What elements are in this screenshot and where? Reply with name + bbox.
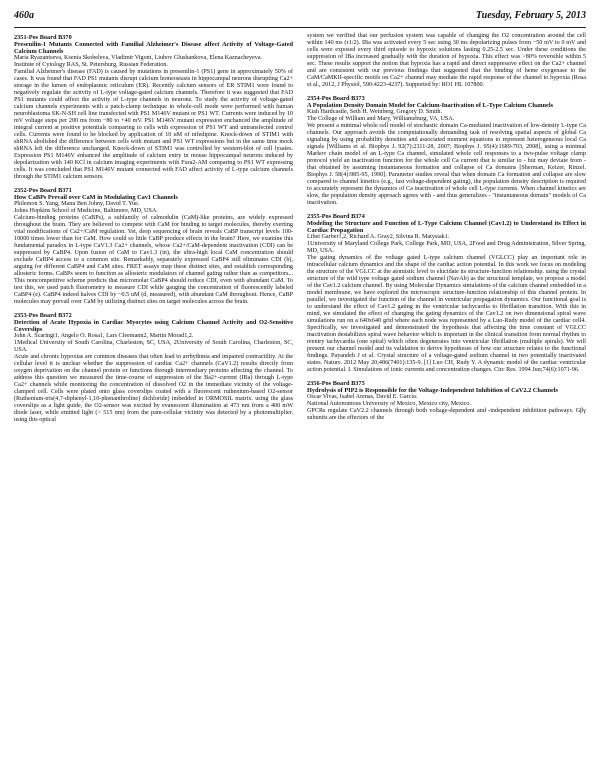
abstract-affiliation: Institute of Cytology RAS, St. Petersburg, Russian Federation.	[14, 62, 168, 68]
abstract-id: 2353-Pos Board B372	[14, 312, 72, 319]
right-column	[307, 33, 586, 430]
abstract-id: 2355-Pos Board B374	[307, 213, 365, 220]
abstract-body: Familial Alzheimer's disease (FAD) is caused by mutations in presenilin-1 (PS1) gene in approximately 50% of cases. It was found that FAD PS1 mutants disrupt calcium homeostasis in hippocampal neurons disrupting Ca2+ storage in the lumen of endoplasmic reticulum (ER). Recently calcium sensors of ER STIM1 were found to negatively regulate the activity of L-type voltage-gated calcium channels. Therefore it was suggested that FAD PS1 mutants could affect the activity of L-type channels in neurons. To study the activity of voltage-gated calcium channels experiments with a patch-clamp technique in whole-cell mode were performed with human neuroblastoma SK-N-SH cell line transfected with PS1 M146V mutant or PS1 WT. Currents were induced by 10 mV voltage steps per 200 ms from −80 to +40 mV. PS1 M146V mutant expression enchanced the amplitude of integral current at positive potentials comparing to cells with expression of PS1 WT and untransfected control cells. Currents were found to be blocked by application of 10 uM of nifedipine. Knock-down of STIM1 with shRNA abolished the difference between cells with mutant and PS1 WT expressions but in the same time mock shRNA left the difference unchanged. Knock-down of STIM1 was controlled by western-blot of cell lysates. Expression PS1 M146V enhanced the amplitude of calcium entry in mouse hippocampal neurons induced by depolarization with 140 KCl in calcium imaging experiments with Fura2-AM comparing to PS1 WT expressing cells. It was concluded that PS1 M146V mutant connected with FAD affect activity of L-type calcium channels through the STIM1 calcium sensors.	[14, 69, 293, 180]
abstract-body: GPCRs regulate CaV2.2 channels through both voltage-dependent and -independent inhibition pathways. Gβγ subunits are the effectors of the	[307, 408, 586, 421]
abstract-id: 2356-Pos Board B375	[307, 380, 365, 387]
abstract-title: Hydrolysis of PIP2 is Responsible for the Voltage-Independent Inhibition of CaV2.2 Channels	[307, 387, 558, 394]
abstract-id: 2351-Pos Board B370	[14, 34, 72, 41]
left-column	[14, 33, 293, 430]
abstract-authors: Oscar Vivas, Isabel Arenas, David E. García.	[307, 394, 418, 400]
abstract-id: 2354-Pos Board B373	[307, 95, 365, 102]
abstract-affiliation: 1University of Maryland College Park, College Park, MD, USA, 2Food and Drug Administration, Silver Spring, MD, USA.	[307, 241, 586, 254]
abstract-affiliation: 1Medical University of South Carolina, Charleston, SC, USA, 2University of South Carolina, Charleston, SC, USA.	[14, 340, 293, 353]
abstract-title: A Population Density Domain Model for Calcium-Inactivation of L-Type Calcium Channels	[307, 102, 554, 109]
abstract-authors: Kiah Hardcastle, Seth H. Weinberg, Gregory D. Smith.	[307, 109, 443, 115]
page-number: 460a	[14, 10, 34, 21]
abstract-title: Modeling the Structure and Function of L-Type Calcium Channel (Cav1.2) to Understand its Effect in Cardiac Propagation	[307, 220, 586, 234]
abstract	[14, 312, 293, 424]
abstract-title: Presenilin-1 Mutants Connected with Familial Alzheimer's Disease affect Activity of Voltage-Gated Calcium Channels	[14, 41, 293, 55]
abstract	[14, 187, 293, 306]
page-header	[14, 10, 586, 25]
abstract-authors: John A. Scaringi1, Angelo O. Rosa1, Lars Cleemann2, Martin Morad1,2.	[14, 333, 194, 339]
abstract	[307, 95, 586, 207]
abstract	[307, 213, 586, 374]
abstract-id: 2352-Pos Board B371	[14, 187, 72, 194]
abstract-authors: Libet Garber1,2, Richard A. Gray2, Silvina R. Matysiak1.	[307, 234, 450, 240]
issue-date: Tuesday, February 5, 2013	[475, 10, 586, 21]
abstract-body: The gating dynamics of the voltage gated L-type calcium channel (VGLCC) play an important role in intracellular calcium dynamics and the shape of the cardiac action potential. In this work we focus on modeling the structure of the VGLCC at the atomistic level to elucidate its structure-function relationship. using the crystal structure of the wild type voltage gated sodium channel (NavAb) as the structural template, we propose a model of the Cav1.2 calcium channel. By using Molecular Dynamics simulations of the calcium channel embedded in a model membrane, we have explored the microscopic structure-function relationship of this channel protein. In parallel, we investigated the function of the channel in ventricular propagation dynamics. Our functional goal is to understand the effect of Cav1.2 gating in the ventricular tachycardia to fibrillation transition. With this in mind, we simulated the effect of changing the gating dynamics of the Cav1.2 on two dimensional spiral wave simulations run on a 640x640 grid where each node was represented by a Luo-Rudy model of the cardiac cell4. Specifically, we investigated and demonstrated the hypothesis that affecting the time constant of VGLCC inactivation destabilizes spiral wave behavior which is important in the clinical transition from normal rhythm to reentry tachycardia (one spiral) which often degenerates into ventricular fibrillation (multiple spirals). We will present our channel model and its validation to derive hypotheses of how our structure relates to the functional findings. Payandeh J et al. Crystal structure of a voltage-gated sodium channel in two potentially inactivated states. Nature. 2012 May 20;486(7401):135-9. [1] Luo CH, Rudy Y. A dynamic model of the cardiac ventricular action potential. I. Simulations of ionic currents and concentration changes. Circ Res. 1994 Jun;74(6):1071-96.	[307, 255, 586, 373]
abstract-authors: Maria Ryazantseva, Ksenia Skobeleva, Vladimir Vigont, Liubov Glushankova, Elena Kaznacheyeva.	[14, 55, 263, 61]
abstract-body: We present a minimal whole cell model of stochastic domain Ca-mediated inactivation of low-density L-type Ca channels. Our approach avoids the computationally demanding task of resolving spatial aspects of global Ca signaling by using probability densities and associated moment equations to represent heterogeneous local Ca signals [Williams et al. Biophys J. 92(7):2311-28, 2007; Biophys J. 95(4):1689-703, 2008], using a minimal Markov chain model of an L-type Ca channel, simulated whole cell responses to a two-pulse voltage clamp protocol yield an inactivation function for the whole cell Ca current that is similar to - but may deviate from - that obtained by assuming instantaneous formation and collapse of Ca domains [Sherman, Keizer, Rinzel. Biophys J. 58(4):985-95, 1990]. Parameter studies reveal that when domain Ca formation and collapse are slow compared to channel kinetics (e.g., fast voltage-dependent gating), the population density description is required to accurately represent the dynamics of Ca inactivation of whole cell L-type currents. When channel kinetics are slow, the population density approach agrees with - and thus generalizes - "instantaneous domain" models of Ca inactivation.	[307, 123, 586, 206]
abstract-authors: Philemon S. Yang, Manu Ben Johny, David T. Yue.	[14, 201, 140, 207]
abstract-body: system we verified that our perfusion system was capable of changing the O2 concentration around the cell within 140 ms (τ1/2). IBa was activated every 5 sec using 30 ms depolarizing pulses from −50 mV to 0 mV and cells were exposed every third episode to hypoxic solutions lasting 0.25-2.5 sec. Under these conditions the suppression of IBa increased gradually with the duration of hypoxia. This effect was >80% reversible within 5 sec. These results support the notion that hypoxia has a rapid and direct suppressive effect on the Ca2+ channel and are consistent with our previous findings that suggested that the binding of heme oxygenase to the CaM/CaMKII-specific motifs on Ca2+ channel may mediate the rapid response of the channel to hypoxia (Rosa et al., 2012, J Physiol, 590:4223-4237). Supported by: RO1 HL 107800.	[307, 33, 586, 88]
abstract-continuation	[307, 33, 586, 89]
abstract-body: Acute and chronic hypoxias are common diseases that often lead to arrhythmia and impaired contractility. At the cellular level it is unclear whether the suppression of cardiac Ca2+ channels (CaV1.2) results directly from oxygen deprivation on the channel protein or functions through intermediary proteins affecting the channel. To address this question we measured the time-course of suppression of the Ba2+-current (IBa) through L-type Ca2+ channels while monitoring the concentration of dissolved O2 in the immediate vicinity of the voltage-clamped cell. Cells were plated onto glass coverslips coated with a fluorescent ruthenium-based O2-sensor (Ruthenium-tris(4,7-diphenyl-1,10-phenanthroline) dichloride) imbedded in ORMOSIL matrix. using the glass coverslips as a light guide, the O2-sensor was excited by evanescent illumination at 473 nm from a 400 mW diode laser, while emitted light (> 515 nm) from the pam-cellular vicinity was detected by a photomultiplier. using this optical	[14, 354, 293, 423]
columns	[14, 33, 586, 430]
header-rule	[14, 27, 586, 28]
abstract-affiliation: National Autonomous University of Mexico, Mexico city, Mexico.	[307, 401, 472, 407]
abstract	[14, 34, 293, 181]
abstract-title: Detection of Acute Hypoxia in Cardiac Myocytes using Calcium Channel Activity and O2-Sensitive Coverslips	[14, 319, 293, 333]
abstract-body: Calcium-binding proteins (CaBPs), a subfamily of calmodulin (CaM)-like proteins, are widely expressed throughout the brain. They are believed to compete with CaM for binding to target molecules, thereby exerting vital modifications of Ca2+/CaM regulation. Yet, deep sequencing of brain reveals CaBP transcript levels 100-10000 times lower than for CaM. How could so little CaBP produce effects in the brain? Here, we examine this fundamental paradox in L-type CaV1.3 Ca2+ channels, whose Ca2+/CaM-dependent inactivation (CDI) can be suppressed by CaBP4. Upon fusion of CaM to Cav1.3 (in), the ultra-high local CaM concentration should exclude CaBP4 access to a common site. Remarkably, separately expressed CaBP4 still eliminates CDI (b), arguing for different CaBP4 and CaM sites. FRET assays map these distinct sites, and establish corresponding allosteric forms. CaBPs seem to function as allosteric modulators of channel gating rather than as competitors... This noncompetitive scheme predicts that micromolar CaBP4 should reduce CDI, even with abundant CaM. To test this, we used patch fluorometry to measure CDI while gauging the concentration of fluorescently labeled CaBP4 (e). CaBP4 indeed halves CDI by ~0.5 uM (d, measured), with abundant CaM throughout. Hence, CaBP molecules may prevail over CaM by utilizing distinct sites on target molecules across the brain.	[14, 215, 293, 305]
abstract	[307, 380, 586, 422]
abstract-affiliation: Johns Hopkins School of Medicine, Baltimore, MD, USA.	[14, 208, 158, 214]
abstract-title: How CaBPs Prevail over CaM in Modulating Cav1 Channels	[14, 194, 178, 201]
abstract-affiliation: The College of William and Mary, Williamsburg, VA, USA.	[307, 116, 455, 122]
